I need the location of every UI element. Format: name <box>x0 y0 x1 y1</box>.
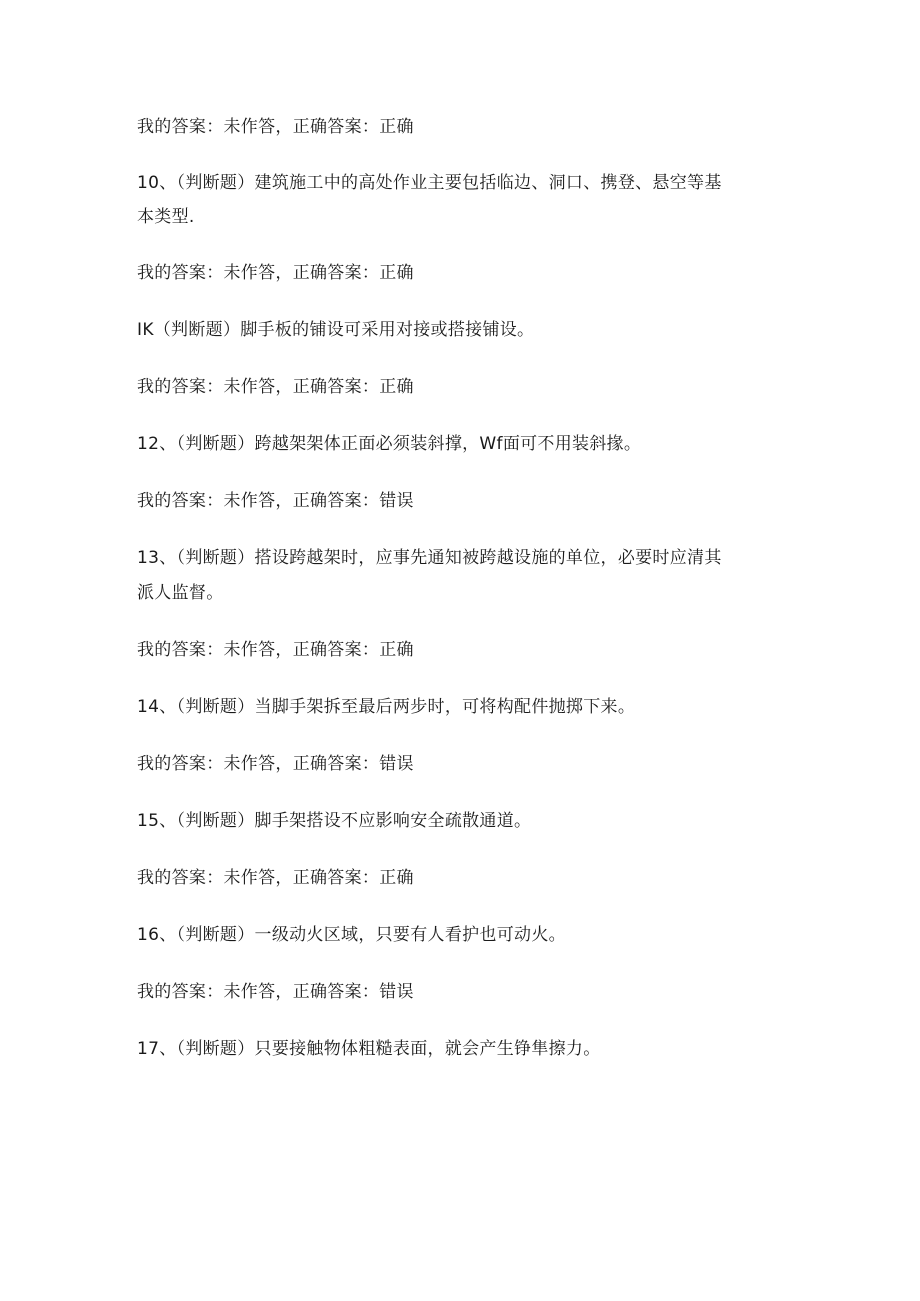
answer-line-13: 我的答案：未作答，正确答案：正确 <box>137 640 414 660</box>
question-13-line-1: 13、（判断题）搭设跨越架时，应事先通知被跨越设施的单位，必要时应清其 <box>137 548 722 568</box>
answer-line-14: 我的答案：未作答，正确答案：错误 <box>137 754 414 774</box>
question-11: IK（判断题）脚手板的铺设可采用对接或搭接铺设。 <box>137 320 535 340</box>
answer-line-16: 我的答案：未作答，正确答案：错误 <box>137 982 414 1002</box>
answer-line-11: 我的答案：未作答，正确答案：正确 <box>137 377 414 397</box>
question-10-line-1: 10、（判断题）建筑施工中的高处作业主要包括临边、洞口、携登、悬空等基 <box>137 173 722 193</box>
question-13-line-2: 派人监督。 <box>137 583 224 603</box>
question-16: 16、（判断题）一级动火区域，只要有人看护也可动火。 <box>137 925 566 945</box>
answer-line-10: 我的答案：未作答，正确答案：正确 <box>137 263 414 283</box>
question-12: 12、（判断题）跨越架架体正面必须装斜撑，Wf面可不用装斜掾。 <box>137 434 642 454</box>
answer-line-12: 我的答案：未作答，正确答案：错误 <box>137 491 414 511</box>
question-15: 15、（判断题）脚手架搭设不应影响安全疏散通道。 <box>137 811 532 831</box>
answer-line-9: 我的答案：未作答，正确答案：正确 <box>137 117 414 137</box>
question-17: 17、（判断题）只要接触物体粗糙表面，就会产生铮隼擦力。 <box>137 1039 601 1059</box>
question-10-line-2: 本类型. <box>137 207 195 227</box>
question-14: 14、（判断题）当脚手架拆至最后两步时，可将构配件抛掷下来。 <box>137 697 636 717</box>
answer-line-15: 我的答案：未作答，正确答案：正确 <box>137 868 414 888</box>
